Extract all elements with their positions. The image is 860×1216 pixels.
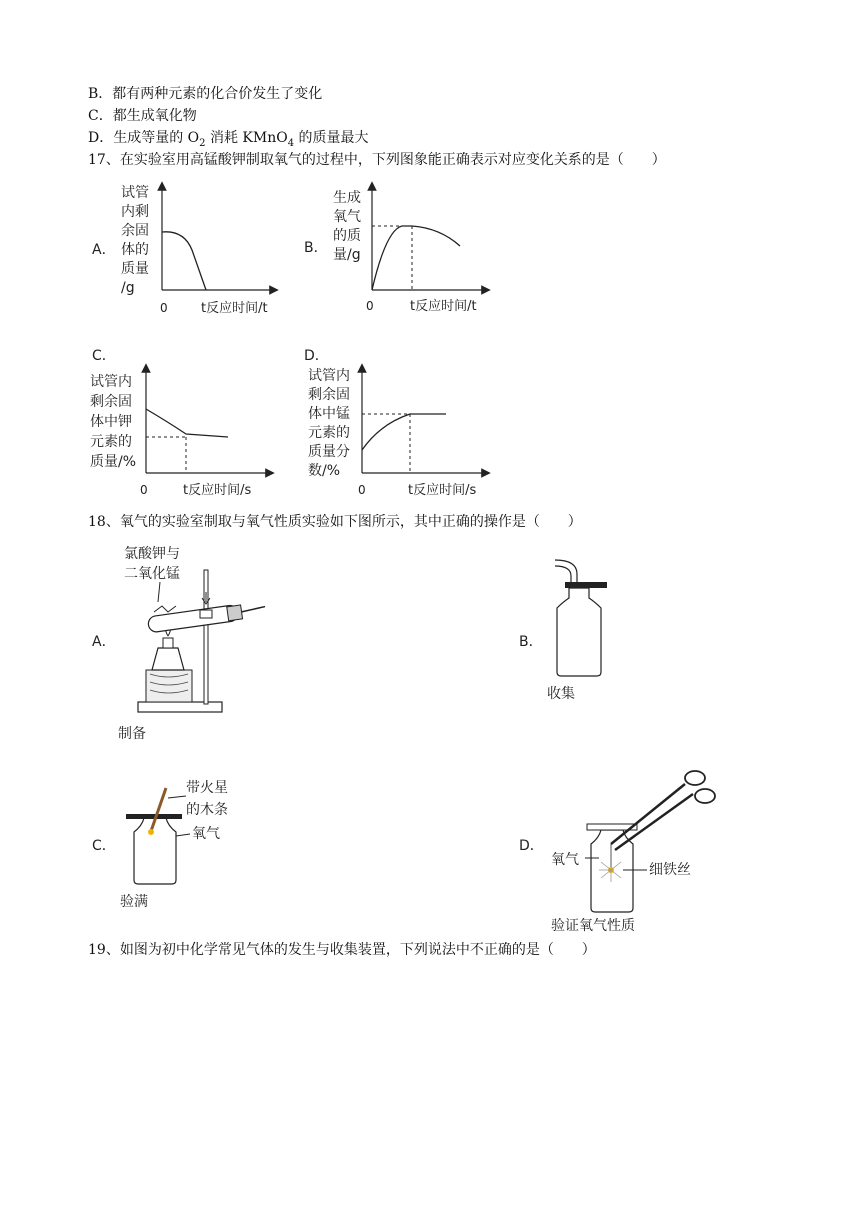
q17-b-ylabel-3: 的质 xyxy=(333,228,361,244)
q18-figure-b xyxy=(515,550,635,710)
q17-a-curve xyxy=(162,232,206,290)
q17-d-ylabel-1: 试管内 xyxy=(308,368,350,384)
q17-c-ylabel-3: 体中钾 xyxy=(90,414,132,430)
q17-a-ylabel-6: /g xyxy=(121,280,135,296)
option-d-prev: D．生成等量的 $O_2$ 消耗 KMnO$_4$ 的质量最大 xyxy=(88,130,369,149)
q17-a-ylabel-2: 内剩 xyxy=(121,204,149,220)
q18-d-letter: D． xyxy=(519,838,544,854)
q17-b-xlabel: t反应时间/t xyxy=(410,299,477,314)
q17-c-letter: C． xyxy=(92,348,116,364)
q17-b-letter: B． xyxy=(304,240,328,256)
q17-graph-a xyxy=(88,180,288,320)
q17-a-ylabel-3: 余固 xyxy=(121,223,149,239)
q18-d-label-2: 细铁丝 xyxy=(649,862,691,878)
q18-c-label-2: 的木条 xyxy=(186,802,228,818)
q17-a-letter: A． xyxy=(92,242,116,258)
q17-d-ylabel-5: 质量分 xyxy=(308,444,350,460)
option-c-prev: C．都生成氧化物 xyxy=(88,108,197,124)
q17-c-origin: 0 xyxy=(140,483,148,497)
q17-b-ylabel-1: 生成 xyxy=(333,190,361,206)
q17-c-ylabel-4: 元素的 xyxy=(90,434,132,450)
q17-c-curve xyxy=(146,409,228,437)
q18-a-label-1: 氯酸钾与 xyxy=(124,546,180,562)
q17-d-ylabel-4: 元素的 xyxy=(308,425,350,441)
q17-a-origin: 0 xyxy=(160,301,168,315)
q17-b-curve xyxy=(372,226,460,290)
q17-b-origin: 0 xyxy=(366,299,374,313)
q18-a-label-2: 二氧化锰 xyxy=(124,566,180,582)
q17-d-curve xyxy=(362,414,446,450)
q18-a-letter: A． xyxy=(92,634,116,650)
q17-a-xlabel: t反应时间/t xyxy=(201,301,268,316)
q17-c-ylabel-1: 试管内 xyxy=(90,374,132,390)
q18-d-caption: 验证氧气性质 xyxy=(551,918,635,934)
q18-c-label-3: 氧气 xyxy=(192,826,220,842)
q18-figure-d xyxy=(515,758,725,938)
q17-a-ylabel-4: 体的 xyxy=(121,242,149,258)
q18-figure-a xyxy=(88,540,268,740)
q17-c-ylabel-5: 质量/% xyxy=(90,454,137,470)
q17-d-ylabel-3: 体中锰 xyxy=(308,406,350,422)
q17-d-ylabel-2: 剩余固 xyxy=(308,387,350,403)
q18-c-letter: C． xyxy=(92,838,116,854)
question-19-text: 19、如图为初中化学常见气体的发生与收集装置，下列说法中不正确的是（ ） xyxy=(88,942,596,958)
q17-d-letter: D． xyxy=(304,348,329,364)
q17-d-origin: 0 xyxy=(358,483,366,497)
q18-b-caption: 收集 xyxy=(547,686,575,702)
q18-c-caption: 验满 xyxy=(120,894,148,910)
q17-graph-d xyxy=(300,342,500,502)
question-17-text: 17、在实验室用高锰酸钾制取氧气的过程中，下列图象能正确表示对应变化关系的是（ ） xyxy=(88,152,666,168)
q17-b-ylabel-2: 氧气 xyxy=(333,209,361,225)
q18-a-caption: 制备 xyxy=(118,726,146,740)
question-18-text: 18、氧气的实验室制取与氧气性质实验如下图所示，其中正确的操作是（ ） xyxy=(88,514,582,530)
q17-a-ylabel-1: 试管 xyxy=(121,185,149,201)
q18-d-label-1: 氧气 xyxy=(551,852,579,868)
q18-figure-c xyxy=(88,770,258,920)
q17-b-ylabel-4: 量/g xyxy=(333,247,361,263)
q18-b-letter: B． xyxy=(519,634,543,650)
q18-c-label-1: 带火星 xyxy=(186,780,228,796)
q17-c-xlabel: t反应时间/s xyxy=(183,483,252,498)
q17-d-ylabel-6: 数/% xyxy=(308,463,341,479)
q17-graph-c xyxy=(88,342,288,502)
q17-a-ylabel-5: 质量 xyxy=(121,261,149,277)
q17-d-xlabel: t反应时间/s xyxy=(408,483,477,498)
q17-c-ylabel-2: 剩余固 xyxy=(90,394,132,410)
option-b-prev: B．都有两种元素的化合价发生了变化 xyxy=(88,86,323,102)
q17-graph-b xyxy=(300,180,500,320)
